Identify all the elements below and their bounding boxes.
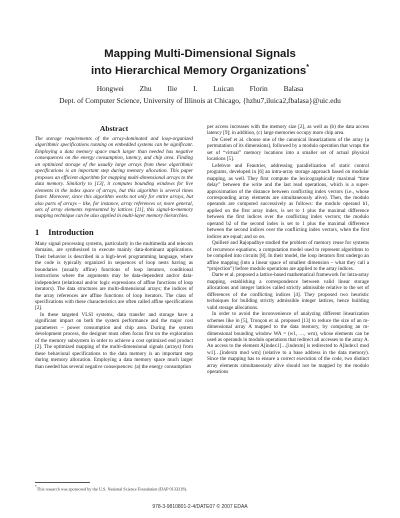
author-name: Hongwei Zhu	[96, 84, 152, 93]
author-list	[0, 84, 400, 93]
title-footnote-mark: *	[306, 64, 309, 71]
affiliation: Dept. of Computer Science, University of Illinois at Chicago, {hzhu7,iluica2,fbalasa}@uic.edu	[59, 96, 341, 105]
body-paragraph: In order to avoid the inconvenience of analyzing different linearization schemes like in [5], Tronçon et al. proposed [13] to reduce the size of an m-dimensional array A mapped to the data memory, by computing an m-dimensional bounding window WA = (w1, …, wm), whose elements can be used as operands in modulo operations that redirect all accesses to the array A. An access to the element A[index1]…[indexm] is redirected to A[index1 mod w1]…[indexm mod wm] (relative to a base address in the data memory). Since the mapping has to ensure a correct execution of the code, two distinct array elements simultaneously alive should not be mapped by the modulo operations	[207, 311, 369, 376]
author-name: Florin Balasa	[249, 84, 304, 93]
body-paragraph: Quilleré and Rajopadhye studied the problem of memory reuse for systems of recurrence equations, a computation model used to represent algorithms to be compiled into circuits [8]. In their model, the loop iterators first undergo an affine mapping (into a linear space of smallest dimension – what they call a “projection”) before modulo operations are applied to the array indices.	[207, 240, 369, 272]
body-paragraph: Many signal processing systems, particularly in the multimedia and telecom domains, are synthesized to execute mainly data-dominant applications. Their behavior is described in a high-level programming language, where the code is typically organized in sequences of loop nests having as boundaries (usually affine) functions of loop iterators, conditional instructions where the arguments may be data-dependent and/or data-independent (relational and/or logic expressions of affine functions of loop iterators). The data structures are multi-dimensional arrays; the indices of the array references are affine functions of loop iterators. The class of specifications with these characteristics are often called affine specifications [2].	[35, 240, 193, 312]
footnote-divider	[35, 482, 90, 483]
abstract-heading: Abstract	[99, 124, 129, 133]
title-line-2: into Hierarchical Memory Organizations*	[91, 64, 309, 77]
body-paragraph: De Greef et al. choose one of the canonical linearizations of the array (a permutation of its dimensions), followed by a modulo operation that wraps the set of “virtual” memory locations into a smaller set of actual physical locations [5].	[207, 136, 369, 163]
body-paragraph: per access increases with the memory size [2], as well as (b) the data access latency [9]; in addition, (c) large memories occupy more chip area.	[207, 124, 369, 137]
paper-title	[0, 47, 400, 78]
right-column	[207, 124, 369, 376]
author-name: Ilie I. Luican	[167, 84, 234, 93]
abstract-text: The storage requirements of the array-dominated and loop-organized algorithmic specifications running on embedded systems can be significant. Employing a data memory space much larger than needed has negative consequences on the energy consumption, latency, and chip area. Finding an optimized storage of the usually large arrays from these algorithmic specifications is an important step during memory allocation. This paper proposes an efficient algorithm for mapping multi-dimensional arrays to the data memory. Similarly to [13], it computes bounding windows for live elements in the index space of arrays, but this algorithm is several times faster. Moreover, since this algorithm works not only for entire arrays, but also parts of arrays – like, for instance, array references or, more general, sets of array elements represented by lattices [11], this signal-to-memory mapping technique can be also applied in multi-layer memory hierarchies.	[35, 136, 193, 220]
page-footer: 978-3-9810801-2-4/DATE07 © 2007 EDAA	[152, 504, 248, 510]
section-number: 1	[35, 227, 40, 237]
footnote-text: This research was sponsored by the U.S. National Science Foundation (DAP 0133318).	[36, 486, 188, 492]
section-heading-introduction	[35, 228, 193, 237]
title-line-1: Mapping Multi-Dimensional Signals	[104, 48, 296, 60]
section-title: Introduction	[48, 227, 94, 237]
body-paragraph: In these targeted VLSI systems, data transfer and storage have a significant impact on both the system performance and the major cost parameters – power consumption and chip area. During the system development process, the designer must often focus first on the exploration of the memory subsystem in order to achieve a cost optimized end product [2]. The optimized mapping of the multi-dimensional signals (arrays) from these behavioral specifications to the data memory is an important step during memory allocation. Employing a data memory space much larger than needed has several negative consequences: (a) the energy consumption	[35, 311, 193, 370]
footnote-mark: *	[35, 485, 37, 489]
left-column	[35, 124, 193, 370]
footnote	[35, 485, 195, 492]
body-paragraph: Lefebvre and Feautrier, addressing parallelization of static control programs, developed in [6] an intra-array storage approach based on modular mapping, as well. They first compute the lexicographically maximal “time delay” between the write and the last read operations, which is a super-approximation of the distance between conflicting index vectors (i.e., whose corresponding array elements are simultaneously alive). Then, the modulo operands are computed successively as follows: the modulo operand b1, applied on the first array index, is set to 1 plus the maximal difference between the first indices over the conflicting index vectors; the modulo operand b2 of the second index is set to 1 plus the maximal difference between the second indices over the conflicting index vectors, when the first indices are equal; and so on.	[207, 162, 369, 240]
body-paragraph: Darte et al. proposed a lattice-based mathematical framework for intra-array mapping, establishing a correspondence between valid linear storage allocations and integer lattices called strictly admissible relative to the set of differences of the conflicting indices [4]. They proposed two heuristic techniques for building strictly admissible integer lattices, hence building valid storage allocations.	[207, 272, 369, 311]
